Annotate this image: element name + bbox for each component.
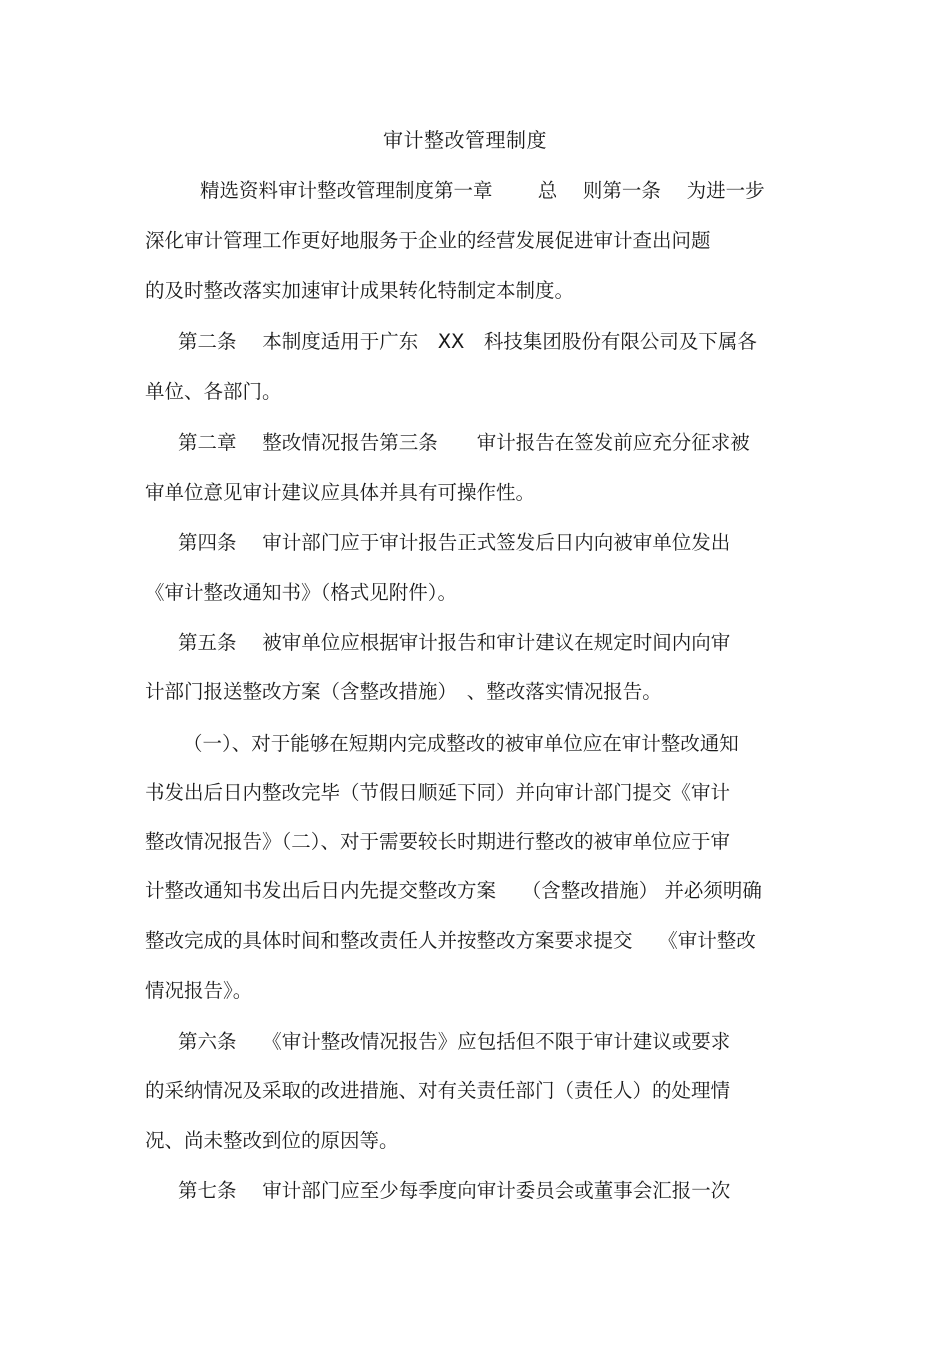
paragraph-line: 整改完成的具体时间和整改责任人并按整改方案要求提交 《审计整改 xyxy=(145,929,756,952)
paragraph-line: 情况报告》。 xyxy=(145,979,253,1002)
paragraph-line: 第二章 整改情况报告第三条 审计报告在签发前应充分征求被 xyxy=(178,431,750,454)
paragraph-line: 第五条 被审单位应根据审计报告和审计建议在规定时间内向审 xyxy=(178,631,731,654)
paragraph-line: 书发出后日内整改完毕（节假日顺延下同）并向审计部门提交《审计 xyxy=(145,781,731,804)
paragraph-line: 第二条 本制度适用于广东 XX 科技集团股份有限公司及下属各 xyxy=(178,330,757,353)
paragraph-line: 计部门报送整改方案（含整改措施） 、整改落实情况报告。 xyxy=(145,680,662,703)
paragraph-line: 《审计整改通知书》（格式见附件）。 xyxy=(145,581,458,604)
paragraph-line: 精选资料审计整改管理制度第一章 总 则第一条 为进一步 xyxy=(200,179,765,202)
paragraph-line: 第七条 审计部门应至少每季度向审计委员会或董事会汇报一次 xyxy=(178,1179,731,1202)
paragraph-line: 第四条 审计部门应于审计报告正式签发后日内向被审单位发出 xyxy=(178,531,731,554)
paragraph-line: 的及时整改落实加速审计成果转化特制定本制度。 xyxy=(145,279,575,302)
document-title: 审计整改管理制度 xyxy=(383,128,547,152)
paragraph-line: 单位、各部门。 xyxy=(145,380,282,403)
paragraph-line: 况、尚未整改到位的原因等。 xyxy=(145,1129,399,1152)
paragraph-line: （一）、对于能够在短期内完成整改的被审单位应在审计整改通知 xyxy=(183,732,739,755)
paragraph-line: 审单位意见审计建议应具体并具有可操作性。 xyxy=(145,481,536,504)
paragraph-line: 第六条 《审计整改情况报告》应包括但不限于审计建议或要求 xyxy=(178,1030,731,1053)
paragraph-line: 的采纳情况及采取的改进措施、对有关责任部门（责任人）的处理情 xyxy=(145,1079,731,1102)
paragraph-line: 深化审计管理工作更好地服务于企业的经营发展促进审计查出问题 xyxy=(145,229,711,252)
paragraph-line: 整改情况报告》（二）、对于需要较长时期进行整改的被审单位应于审 xyxy=(145,830,731,853)
paragraph-line: 计整改通知书发出后日内先提交整改方案 （含整改措施） 并必须明确 xyxy=(145,879,762,902)
